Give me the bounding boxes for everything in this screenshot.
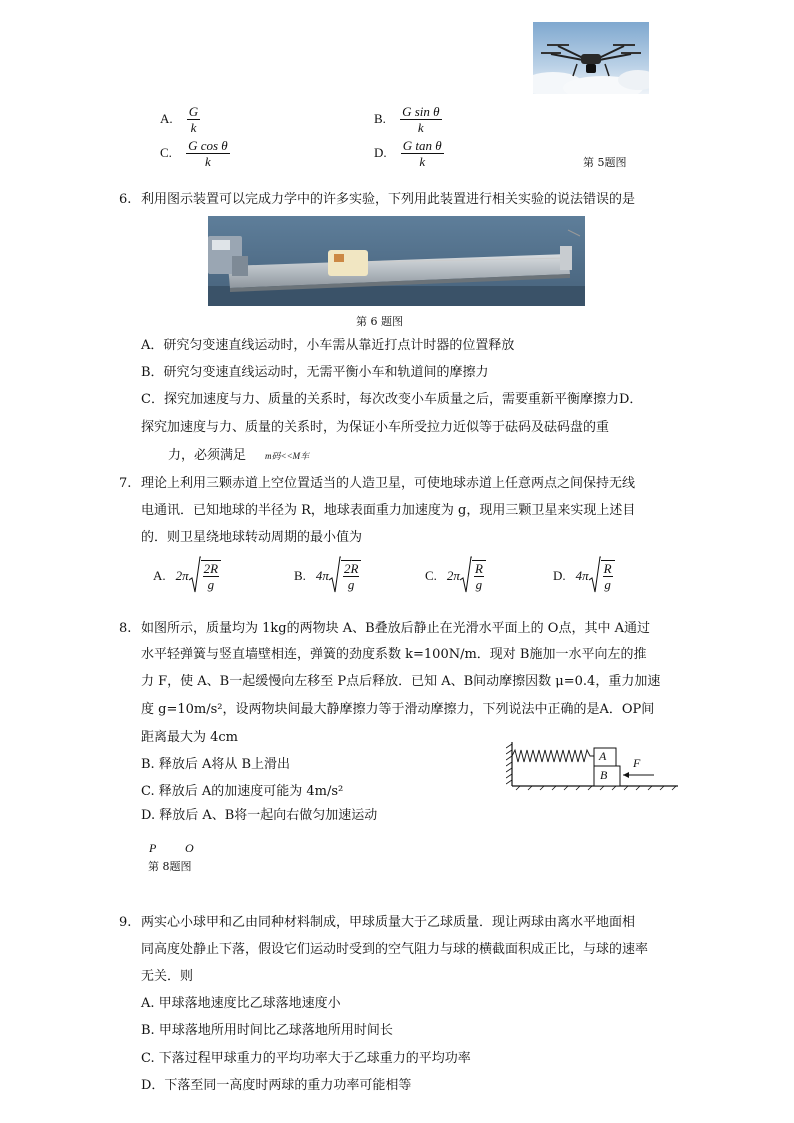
q6-stem: 利用图示装置可以完成力学中的许多实验，下列用此装置进行相关实验的说法错误的是 xyxy=(141,192,636,207)
q9-option-c[interactable]: C. 下落过程甲球重力的平均功率大于乙球重力的平均功率 xyxy=(141,1051,471,1066)
q6-option-b[interactable]: B．研究匀变速直线运动时，无需平衡小车和轨道间的摩擦力 xyxy=(141,365,489,380)
q5-option-d[interactable]: D. $\frac{\text{G tan θ}}{k}$ xyxy=(374,138,442,169)
q9-option-a[interactable]: A. 甲球落地速度比乙球落地速度小 xyxy=(141,996,341,1011)
q8-line4: 度 g=10m/s²，设两物块间最大静摩擦力等于滑动摩擦力，下列说法中正确的是A．OP间 xyxy=(141,702,655,717)
q5-option-b[interactable]: B. $\frac{\text{G sin θ}}{k}$ xyxy=(374,104,440,135)
drone-photo xyxy=(533,22,649,94)
q5-caption: 第 5题图 xyxy=(583,156,627,169)
q8-option-b[interactable]: B. 释放后 A将从 B上滑出 xyxy=(141,757,291,772)
q8-line1: 如图所示，质量均为 1kg的两物块 A、B叠放后静止在光滑水平面上的 O点，其中 A通过 xyxy=(141,621,650,636)
q7-option-d[interactable]: D. 4π R g xyxy=(553,556,615,596)
q7-line1: 理论上利用三颗赤道上空位置适当的人造卫星，可使地球赤道上任意两点之间保持无线 xyxy=(141,476,636,491)
sqrt-symbol: 2R g xyxy=(329,556,361,596)
q9-option-b[interactable]: B. 甲球落地所用时间比乙球落地所用时间长 xyxy=(141,1023,393,1038)
q6-caption: 第 6 题图 xyxy=(356,315,403,328)
q5-option-b-fraction: $\frac{\text{G sin θ}}{k}$ xyxy=(402,104,440,135)
q8-line2: 水平轻弹簧与竖直墙壁相连，弹簧的劲度系数 k=100N/m．现对 B施加一水平向左的推 xyxy=(141,647,647,662)
q7-option-c[interactable]: C. 2π R g xyxy=(425,556,486,596)
q6-option-d-line2: 力，必须满足 xyxy=(168,448,247,463)
q8-caption: 第 8题图 xyxy=(148,860,192,873)
sqrt-symbol: R g xyxy=(589,556,615,596)
q5-option-a-fraction: $\frac{G}{k}$ xyxy=(188,104,199,135)
q8-force-label: F xyxy=(633,756,641,770)
q5-option-c-fraction: $\frac{\text{G cos θ}}{k}$ xyxy=(188,138,228,169)
q8-block-a-label: A xyxy=(599,749,607,763)
q7-option-a[interactable]: A. 2π 2R g xyxy=(153,556,221,596)
q7-option-b[interactable]: B. 4π 2R g xyxy=(294,556,361,596)
q9-number: 9. xyxy=(119,915,132,930)
q8-block-b-label: B xyxy=(600,768,608,782)
q8-point-p: P xyxy=(149,841,157,855)
q9-line1: 两实心小球甲和乙由同种材料制成，甲球质量大于乙球质量．现让两球由离水平地面相 xyxy=(141,915,636,930)
q5-option-c[interactable]: C. $\frac{\text{G cos θ}}{k}$ xyxy=(160,138,228,169)
q8-option-d[interactable]: D. 释放后 A、B将一起向右做匀加速运动 xyxy=(141,808,378,823)
q9-option-d[interactable]: D．下落至同一高度时两球的重力功率可能相等 xyxy=(141,1078,412,1093)
q5-option-d-fraction: $\frac{\text{G tan θ}}{k}$ xyxy=(402,138,442,169)
q8-line5: 距离最大为 4cm xyxy=(141,730,239,745)
q6-option-a[interactable]: A．研究匀变速直线运动时，小车需从靠近打点计时器的位置释放 xyxy=(141,338,515,353)
q7-line2: 电通讯．已知地球的半径为 R，地球表面重力加速度为 g，现用三颗卫星来实现上述目 xyxy=(141,503,636,518)
q8-line3: 力 F，使 A、B一起缓慢向左移至 P点后释放．已知 A、B间动摩擦因数 μ=0.4，重力加速 xyxy=(141,674,661,689)
sqrt-symbol: R g xyxy=(460,556,486,596)
q7-number: 7. xyxy=(119,476,132,491)
q8-spring-diagram xyxy=(506,738,682,792)
q6-option-d-line1[interactable]: 探究加速度与力、质量的关系时，为保证小车所受拉力近似等于砝码及砝码盘的重 xyxy=(141,420,610,435)
q8-point-o: O xyxy=(185,841,194,855)
q5-option-a[interactable]: A. $\frac{G}{k}$ xyxy=(160,104,199,135)
q9-line3: 无关．则 xyxy=(141,969,194,984)
q8-option-c[interactable]: C. 释放后 A的加速度可能为 4m/s² xyxy=(141,784,344,799)
sqrt-symbol: 2R g xyxy=(189,556,221,596)
q6-option-c[interactable]: C．探究加速度与力、质量的关系时，每次改变小车质量之后，需要重新平衡摩擦力D． xyxy=(141,392,643,407)
q9-line2: 同高度处静止下落，假设它们运动时受到的空气阻力与球的横截面积成正比，与球的速率 xyxy=(141,942,649,957)
q8-number: 8. xyxy=(119,621,132,636)
q6-number: 6. xyxy=(119,192,132,207)
q7-line3: 的．则卫星绕地球转动周期的最小值为 xyxy=(141,530,363,545)
track-apparatus-photo xyxy=(208,216,585,306)
q6-condition: m码<<M车 xyxy=(265,451,310,461)
